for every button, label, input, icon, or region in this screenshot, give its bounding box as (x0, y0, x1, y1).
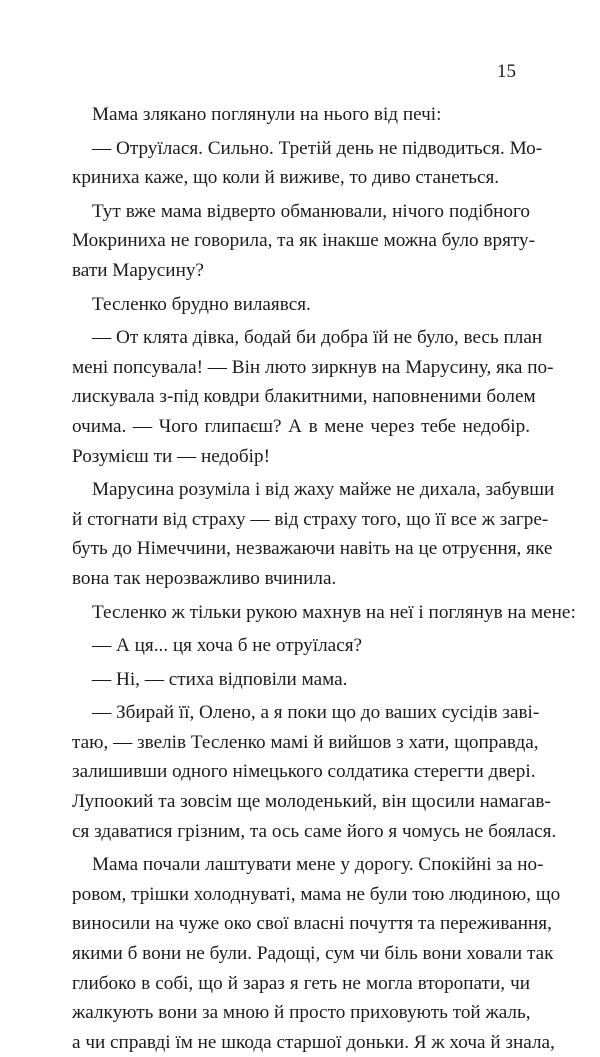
text-line: якими б вони не були. Радощі, сум чи біль вони ховали так (72, 943, 554, 965)
text-line: Марусина розуміла і від жаху майже не дихала, забувши (92, 479, 555, 501)
page-number: 15 (497, 61, 516, 82)
paragraph (72, 475, 555, 593)
text-line: виносили на чуже око свої власні почуття та переживання, (72, 913, 552, 935)
text-line: а чи справді їм не шкода старшої доньки. Я ж хоча й знала, (72, 1031, 555, 1053)
text-line: Мокриниха не говорила, та як інакше можна було вряту- (72, 230, 536, 252)
text-line: глибоко в собі, що й зараз я геть не могла второпати, чи (72, 972, 530, 994)
text-line: Мама злякано поглянули на нього від печі: (92, 104, 442, 125)
paragraph (72, 100, 530, 130)
text-line: Розумієш ти — недобір! (72, 445, 270, 467)
text-line: — Отруїлася. Сильно. Третій день не підводиться. Мо- (92, 137, 543, 159)
text-line: таю, — звелів Тесленко мамі й вийшов з хати, щоправда, (72, 731, 539, 753)
paragraph (72, 598, 576, 628)
text-line: криниха каже, що коли й виживе, то диво станеться. (72, 167, 500, 189)
text-line: залишивши одного німецького солдатика стерегти двері. (72, 761, 536, 783)
paragraph (72, 290, 530, 320)
text-line: — От клята дівка, бодай би добра їй не було, весь план (92, 327, 543, 349)
text-line: й стогнати від страху — від страху того, що її все ж загре- (72, 508, 549, 530)
text-line: буть до Німеччини, незважаючи навіть на це отруєння, яке (72, 538, 553, 560)
paragraph (72, 134, 543, 193)
paragraph (72, 631, 530, 661)
paragraph (72, 850, 561, 1057)
text-line: вати Марусину? (72, 259, 204, 281)
text-line: вона так нерозважливо вчинила. (72, 567, 337, 589)
text-line: лискувала з-під ковдри блакитними, наповненими болем (72, 386, 536, 408)
text-line: Тут вже мама відверто обманювали, нічого подібного (92, 200, 530, 222)
text-body (72, 100, 576, 1057)
text-line: Тесленко брудно вилаявся. (92, 293, 311, 315)
text-line: Мама почали лаштувати мене у дорогу. Спокійні за но- (92, 854, 544, 876)
text-line: Тесленко ж тільки рукою махнув на неї і поглянув на мене: (92, 601, 576, 623)
text-line: очима. — Чого глипаєш? А в мене через тебе недобір. (72, 415, 530, 437)
text-line: жалкують вони за мною й просто приховують той жаль, (72, 1002, 531, 1024)
paragraph (72, 665, 530, 695)
text-line: Лупоокий та зовсім ще молоденький, він щосили намагав- (72, 791, 551, 813)
text-line: — Ні, — стиха відповіли мама. (92, 668, 348, 690)
text-line: — А ця... ця хоча б не отруїлася? (92, 635, 363, 657)
text-line: мені попсувала! — Він люто зиркнув на Марусину, яка по- (72, 356, 554, 378)
paragraph (72, 698, 557, 846)
text-line: — Збирай її, Олено, а я поки що до ваших сусідів заві- (92, 702, 540, 724)
paragraph (72, 323, 554, 471)
paragraph (72, 197, 536, 286)
text-line: ровом, трішки холоднуваті, мама не були тою людиною, що (72, 883, 561, 905)
text-line: ся здаватися грізним, та ось саме його я чомусь не боялася. (72, 820, 557, 842)
